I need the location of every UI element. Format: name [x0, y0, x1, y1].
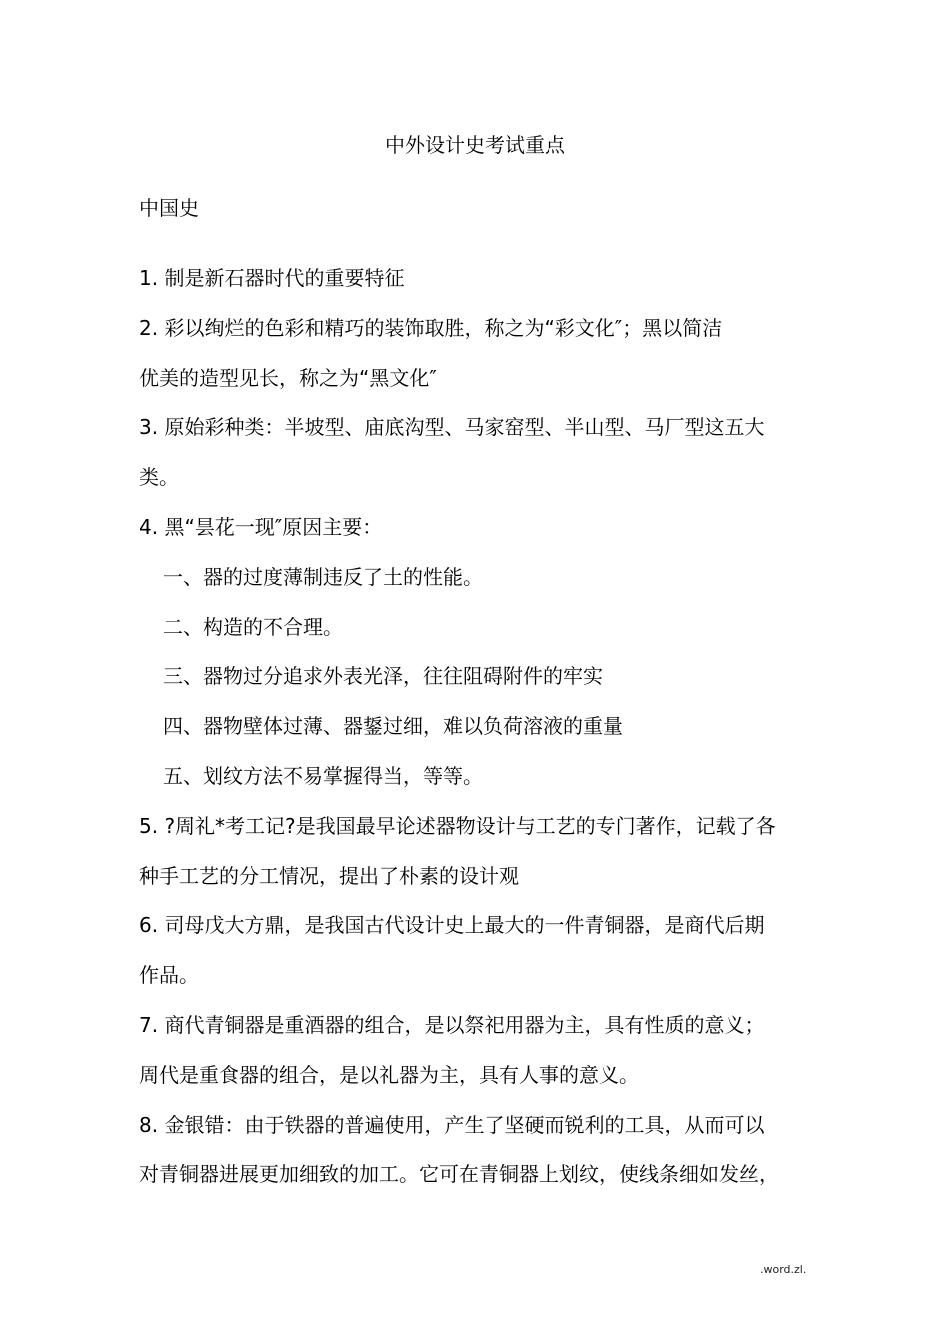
- paragraph-line: 1. 制是新石器时代的重要特征: [139, 266, 405, 290]
- paragraph-line: 种手工艺的分工情况，提出了朴素的设计观: [139, 863, 519, 888]
- paragraph-line: 5. ?周礼*考工记?是我国最早论述器物设计与工艺的专门著作，记载了各: [139, 813, 776, 838]
- paragraph-line: 周代是重食器的组合，是以礼器为主，具有人事的意义。: [139, 1062, 639, 1087]
- paragraph-line: 8. 金银错：由于铁器的普遍使用，产生了坚硬而锐利的工具，从而可以: [139, 1112, 765, 1137]
- document-body: [139, 263, 819, 1209]
- list-item: 四、器物壁体过薄、器鋬过细，难以负荷溶液的重量: [163, 714, 623, 739]
- paragraph-line: 3. 原始彩种类：半坡型、庙底沟型、马家窑型、半山型、马厂型这五大: [139, 415, 765, 440]
- list-item: 三、器物过分追求外表光泽，往往阻碍附件的牢实: [163, 664, 603, 689]
- paragraph-line: 2. 彩以绚烂的色彩和精巧的装饰取胜，称之为“彩文化″；黑以简洁: [139, 315, 723, 340]
- paragraph-line: 对青铜器进展更加细致的加工。它可在青铜器上划纹，使线条细如发丝，: [139, 1162, 779, 1187]
- list-item: 一、器的过度薄制违反了土的性能。: [163, 564, 483, 589]
- paragraph-line: 4. 黑“昙花一现″原因主要：: [139, 514, 383, 539]
- section-heading: 中国史: [139, 196, 199, 220]
- document-title: 中外设计史考试重点: [385, 133, 565, 157]
- paragraph-line: 7. 商代青铜器是重酒器的组合，是以祭祀用器为主，具有性质的意义；: [139, 1012, 765, 1037]
- paragraph-line: 6. 司母戊大方鼎，是我国古代设计史上最大的一件青铜器，是商代后期: [139, 913, 765, 938]
- list-item: 二、构造的不合理。: [163, 614, 343, 639]
- page-footer: .word.zl.: [760, 1263, 807, 1276]
- list-item: 五、划纹方法不易掌握得当，等等。: [163, 763, 483, 788]
- paragraph-line: 优美的造型见长，称之为“黑文化″: [139, 365, 437, 390]
- paragraph-line: 作品。: [139, 963, 199, 988]
- paragraph-line: 类。: [139, 465, 179, 490]
